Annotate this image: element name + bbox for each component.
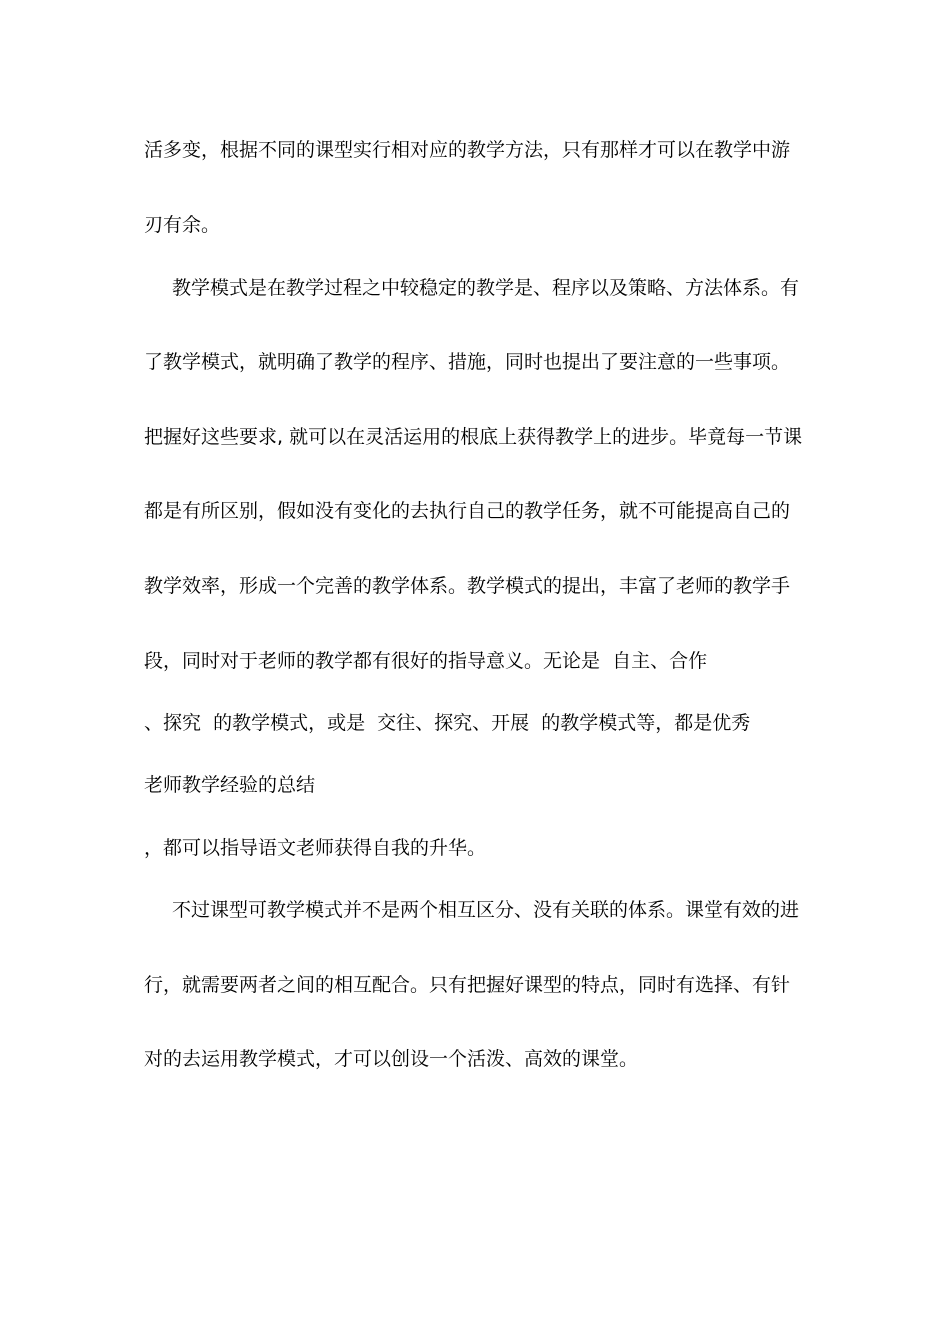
paragraph-line-2: 刃有余。 (144, 214, 221, 236)
paragraph-line-12: 不过课型可教学模式并不是两个相互区分、没有关联的体系。课堂有效的进 (172, 899, 800, 921)
paragraph-line-3: 教学模式是在教学过程之中较稳定的教学是、程序以及策略、方法体系。有 (172, 277, 800, 299)
paragraph-line-14: 对的去运用教学模式，才可以创设一个活泼、高效的课堂。 (144, 1048, 639, 1070)
paragraph-line-1: 活多变，根据不同的课型实行相对应的教学方法，只有那样才可以在教学中游 (144, 139, 791, 161)
paragraph-line-10: 老师教学经验的总结 (144, 774, 316, 796)
paragraph-line-6: 都是有所区别，假如没有变化的去执行自己的教学任务，就不可能提高自己的 (144, 500, 791, 522)
paragraph-line-13: 行，就需要两者之间的相互配合。只有把握好课型的特点，同时有选择、有针 (144, 974, 791, 996)
paragraph-line-8: 段，同时对于老师的教学都有很好的指导意义。无论是 自主、合作 (144, 650, 708, 672)
paragraph-line-5: 把握好这些要求, 就可以在灵活运用的根底上获得教学上的进步。毕竟每一节课 (144, 426, 803, 448)
paragraph-line-4: 了教学模式，就明确了教学的程序、措施，同时也提出了要注意的一些事项。 (144, 351, 791, 373)
paragraph-line-7: 教学效率，形成一个完善的教学体系。教学模式的提出，丰富了老师的教学手 (144, 575, 791, 597)
paragraph-line-11: ，都可以指导语文老师获得自我的升华。 (144, 837, 487, 859)
paragraph-line-9: 、探究 的教学模式，或是 交往、探究、开展 的教学模式等，都是优秀 (144, 712, 751, 734)
